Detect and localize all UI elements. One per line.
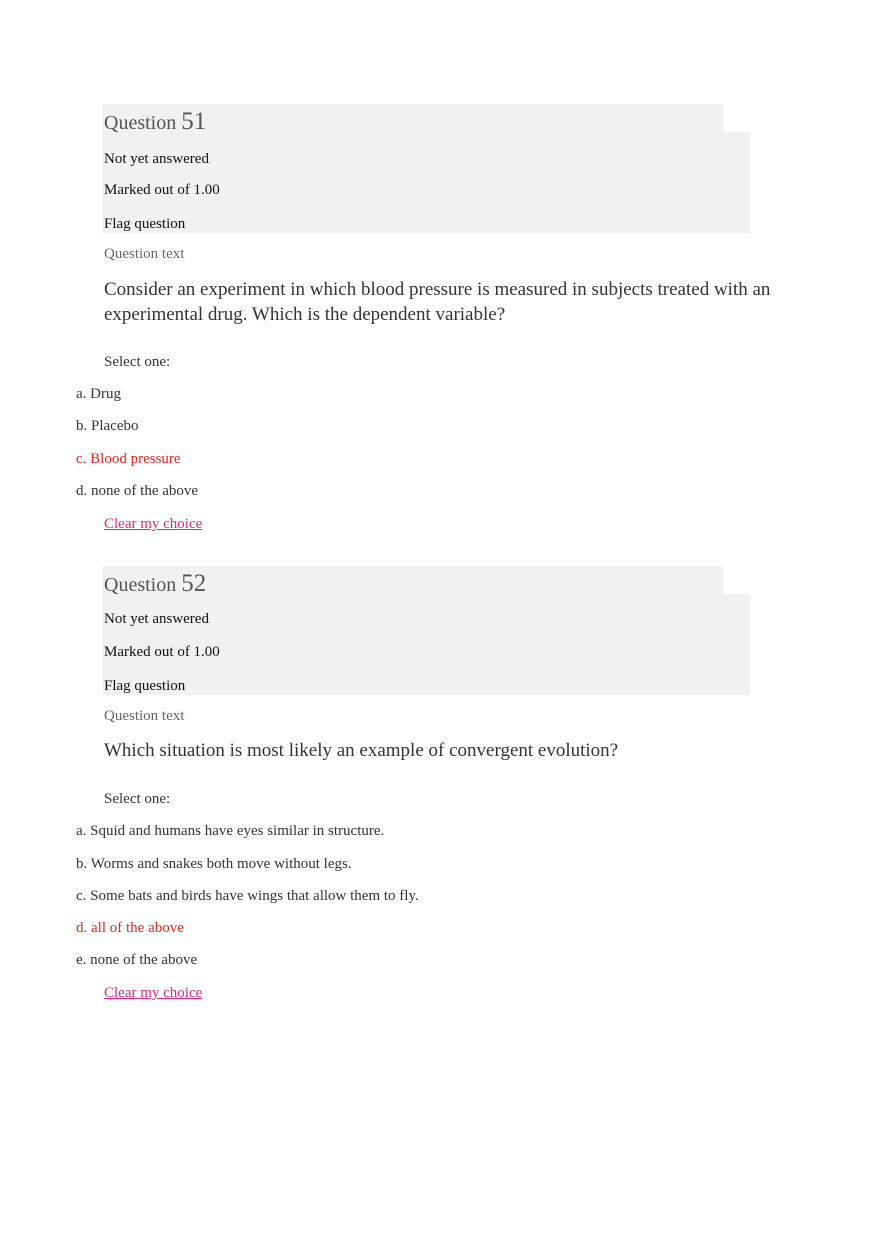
answer-option-c[interactable] bbox=[76, 452, 181, 467]
option-text: Placebo bbox=[91, 418, 139, 434]
question-number: 51 bbox=[181, 108, 207, 135]
option-text: Blood pressure bbox=[90, 451, 181, 467]
option-text: none of the above bbox=[91, 483, 199, 499]
answer-option-d[interactable] bbox=[76, 921, 184, 936]
option-letter: b. bbox=[76, 418, 88, 434]
option-letter: c. bbox=[76, 451, 87, 467]
answer-option-b[interactable] bbox=[76, 419, 138, 434]
question-marks: Marked out of 1.00 bbox=[104, 182, 220, 198]
answer-option-a[interactable] bbox=[76, 387, 121, 402]
option-text: none of the above bbox=[90, 952, 198, 968]
answer-option-b[interactable] bbox=[76, 857, 352, 872]
question-text-label: Question text bbox=[104, 708, 185, 724]
question-heading bbox=[104, 571, 206, 596]
option-text: all of the above bbox=[91, 920, 184, 936]
option-text: Some bats and birds have wings that allow them to fly. bbox=[90, 888, 419, 904]
question-heading-label: Question bbox=[104, 574, 177, 596]
answer-option-e[interactable] bbox=[76, 953, 197, 968]
clear-choice-link[interactable]: Clear my choice bbox=[104, 985, 203, 1001]
question-heading-label: Question bbox=[104, 112, 177, 134]
clear-choice-link[interactable]: Clear my choice bbox=[104, 516, 203, 532]
option-letter: a. bbox=[76, 823, 87, 839]
question-text-label: Question text bbox=[104, 246, 185, 262]
question-marks: Marked out of 1.00 bbox=[104, 644, 220, 660]
option-text: Worms and snakes both move without legs. bbox=[90, 856, 352, 872]
select-one-label: Select one: bbox=[104, 354, 171, 370]
select-one-label: Select one: bbox=[104, 791, 171, 807]
flag-question-link[interactable]: Flag question bbox=[104, 216, 186, 232]
answer-option-a[interactable] bbox=[76, 824, 384, 839]
option-letter: d. bbox=[76, 483, 88, 499]
flag-question-link[interactable]: Flag question bbox=[104, 678, 186, 694]
question-status: Not yet answered bbox=[104, 611, 209, 627]
option-letter: e. bbox=[76, 952, 87, 968]
option-letter: b. bbox=[76, 856, 88, 872]
option-letter: d. bbox=[76, 920, 88, 936]
answer-option-d[interactable] bbox=[76, 484, 198, 499]
option-text: Drug bbox=[90, 386, 121, 402]
question-number: 52 bbox=[181, 570, 207, 597]
question-heading bbox=[104, 109, 206, 134]
option-text: Squid and humans have eyes similar in structure. bbox=[90, 823, 385, 839]
question-status: Not yet answered bbox=[104, 151, 209, 167]
question-text: Consider an experiment in which blood pressure is measured in subjects treated with an experimental drug. Which is the dependent variable? bbox=[104, 279, 771, 325]
answer-option-c[interactable] bbox=[76, 889, 419, 904]
option-letter: c. bbox=[76, 888, 87, 904]
question-text: Which situation is most likely an example of convergent evolution? bbox=[104, 740, 619, 761]
option-letter: a. bbox=[76, 386, 87, 402]
